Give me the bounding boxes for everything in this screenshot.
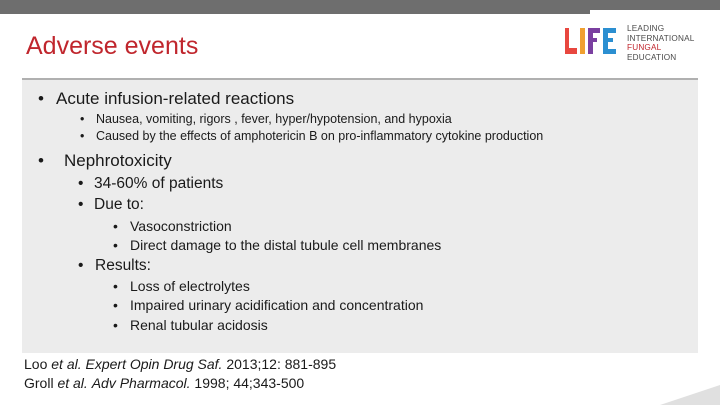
logo-line-1: LEADING (627, 24, 665, 33)
ref-1-etal: et al. (51, 356, 82, 372)
top-bar-band (0, 0, 590, 14)
life-logo-mark (563, 22, 623, 58)
logo-line-4: EDUCATION (627, 52, 677, 62)
ref-1-author: Loo (24, 356, 48, 372)
result-item-3: Renal tubular acidosis (130, 317, 268, 333)
list-item: • Results: (78, 257, 151, 274)
corner-decoration (660, 385, 720, 405)
life-logo (563, 22, 703, 62)
top-bar (0, 0, 720, 18)
list-item: • 34-60% of patients (78, 175, 224, 192)
ref-2-author: Groll (24, 375, 54, 391)
list-item: • Vasoconstriction (113, 218, 232, 234)
list-item: • Caused by the effects of amphotericin B on pro-inflammatory cytokine production (80, 129, 544, 143)
infusion-item-1: Nausea, vomiting, rigors , fever, hyper/hypotension, and hypoxia (96, 112, 452, 126)
list-item: • Nausea, vomiting, rigors , fever, hyper/hypotension, and hypoxia (80, 112, 452, 126)
due-item-2: Direct damage to the distal tubule cell membranes (130, 237, 442, 253)
nephro-patients: 34-60% of patients (94, 175, 224, 192)
result-item-2: Impaired urinary acidification and concentration (130, 297, 424, 313)
nephro-heading: Nephrotoxicity (64, 151, 172, 170)
bullet-nephrotoxicity: • Nephrotoxicity (38, 151, 172, 170)
list-item: • Direct damage to the distal tubule cell membranes (113, 237, 442, 253)
ref-2-journal: Adv Pharmacol. (91, 375, 191, 391)
life-logo-text (627, 24, 695, 62)
ref-2-rest: 1998; 44;343-500 (190, 375, 305, 391)
logo-line-2: INTERNATIONAL (627, 33, 695, 43)
ref-1-journal: Expert Opin Drug Saf. (85, 356, 223, 372)
nephro-results: Results: (95, 257, 151, 274)
nephro-due-to: Due to: (94, 196, 144, 213)
ref-1-rest: 2013;12: 881-895 (222, 356, 337, 372)
result-item-1: Loss of electrolytes (130, 278, 250, 294)
due-item-1: Vasoconstriction (130, 218, 232, 234)
top-bar-band-right (590, 0, 720, 10)
list-item: • Loss of electrolytes (113, 278, 250, 294)
list-item: • Impaired urinary acidification and concentration (113, 297, 424, 313)
ref-2-etal: et al. (57, 375, 88, 391)
reference-1 (24, 355, 336, 374)
slide-title: Adverse events (26, 32, 199, 60)
infusion-heading: Acute infusion-related reactions (56, 89, 295, 108)
list-item: • Renal tubular acidosis (113, 317, 268, 333)
bullet-infusion: • Acute infusion-related reactions (38, 89, 295, 108)
list-item: • Due to: (78, 196, 144, 213)
infusion-item-2: Caused by the effects of amphotericin B on pro-inflammatory cytokine production (96, 129, 544, 143)
reference-2 (24, 374, 336, 393)
logo-line-3: FUNGAL (627, 43, 662, 52)
references (24, 355, 336, 393)
